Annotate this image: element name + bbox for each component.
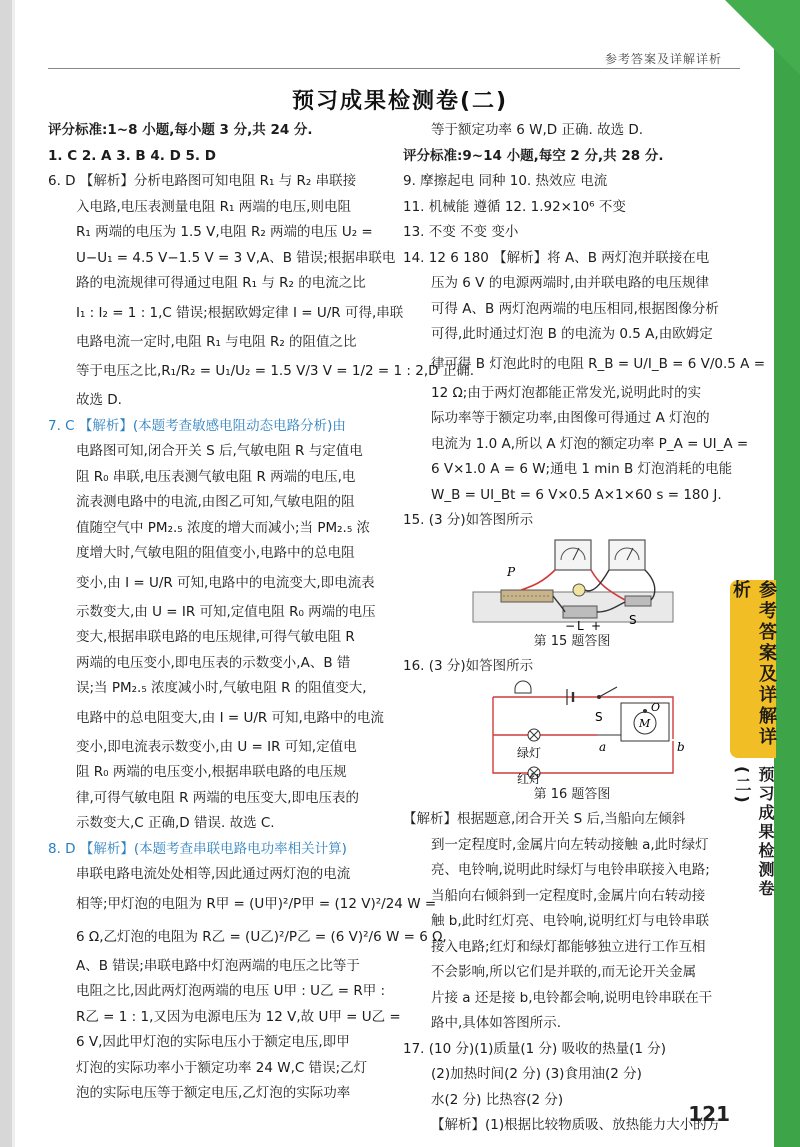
answer-7-line: 值随空气中 PM₂.₅ 浓度的增大而减小;当 PM₂.₅ 浓 [76, 519, 371, 536]
answer-8-line: 泡的实际电压等于额定电压,乙灯泡的实际功率 [76, 1085, 351, 1101]
answer-14-line: 际功率等于额定功率,由图像可得通过 A 灯泡的 [431, 410, 710, 426]
answer-16-line: 当船向右倾斜到一定程度时,金属片向右转动接 [431, 887, 706, 904]
answer-16-line: 【解析】根据题意,闭合开关 S 后,当船向左倾斜 [403, 811, 686, 827]
answer-7-line: 变小,即电流表示数变小,由 U = IR 可知,定值电 [76, 738, 357, 755]
label-p: P [507, 564, 516, 579]
side-tab-test-label: 预习成果检测卷(二) [733, 766, 775, 899]
answer-7-line: 度增大时,气敏电阻的阻值变小,电路中的总电阻 [76, 545, 355, 561]
label-green-lamp: 绿灯 [517, 746, 542, 760]
answer-6-line: 等于电压之比,R₁/R₂ = U₁/U₂ = 1.5 V/3 V = 1/2 = 1 : 2,D 正确. [76, 363, 475, 379]
label-s: S [595, 710, 603, 724]
answer-8-line: 电阻之比,因此两灯泡两端的电压 U甲 : U乙 = R甲 : [76, 983, 386, 999]
answer-7-line: 7. C 【解析】(本题考查敏感电阻动态电路分析)由 [48, 417, 346, 434]
answer-16-line: 触 b,此时红灯亮、电铃响,说明红灯与电铃串联 [431, 913, 709, 929]
answer-14-line: 可得 A、B 两灯泡两端的电压相同,根据图像分析 [431, 300, 719, 317]
side-tab-answers-label: 参考答案及详解详析 [730, 580, 777, 748]
answer-14-line: 可得,此时通过灯泡 B 的电流为 0.5 A,由欧姆定 [431, 326, 713, 342]
answer-17-line: 17. (10 分)(1)质量(1 分) 吸收的热量(1 分) [403, 1040, 667, 1057]
answer-7-line: 变大,根据串联电路的电压规律,可得气敏电阻 R [76, 629, 355, 645]
answer-7-line: 示数变大,C 正确,D 错误. 故选 C. [76, 815, 275, 831]
answer-6-line: 6. D 【解析】分析电路图可知电阻 R₁ 与 R₂ 串联接 [48, 173, 357, 189]
answer-17-line: 【解析】(1)根据比较物质吸、放热能力大小的方 [431, 1117, 721, 1133]
answer-14-line: 律可得 B 灯泡此时的电阻 R_B = U/I_B = 6 V/0.5 A = [431, 355, 765, 372]
answer-13: 13. 不变 不变 变小 [403, 224, 519, 240]
answer-6-line: U−U₁ = 4.5 V−1.5 V = 3 V,A、B 错误;根据串联电 [76, 249, 396, 266]
answer-15: 15. (3 分)如答图所示 [403, 512, 534, 528]
answer-8-line: 串联电路电流处处相等,因此通过两灯泡的电流 [76, 866, 351, 882]
answer-16-line: 接入电路;红灯和绿灯都能够独立进行工作互相 [431, 938, 706, 955]
label-b: b [677, 740, 685, 754]
answer-17-line: (2)加热时间(2 分) (3)食用油(2 分) [431, 1066, 642, 1082]
answer-17-line: 水(2 分) 比热容(2 分) [431, 1091, 564, 1108]
answer-16-line: 片接 a 还是接 b,电铃都会响,说明电铃串联在干 [431, 989, 713, 1006]
scoring-note-2: 评分标准:9~14 小题,每空 2 分,共 28 分. [403, 147, 664, 164]
switch-blade [599, 687, 617, 697]
answer-7-line: 两端的电压变小,即电压表的示数变小,A、B 错 [76, 654, 351, 671]
answer-14-line: 压为 6 V 的电源两端时,由并联电路的电压规律 [431, 275, 709, 291]
voltmeter-icon [555, 540, 591, 570]
answer-7-line: 变小,由 I = U/R 可知,电路中的电流变大,即电流表 [76, 574, 375, 591]
label-plus: + [591, 618, 602, 633]
answer-14-line: W_B = UI_Bt = 6 V×0.5 A×1×60 s = 180 J. [431, 486, 722, 503]
answer-16-line: 到一定程度时,金属片向左转动接触 a,此时绿灯 [431, 836, 709, 853]
answer-8-line: 6 Ω,乙灯泡的电阻为 R乙 = (U乙)²/P乙 = (6 V)²/6 W = 6 Ω, [76, 928, 447, 945]
answer-14-line: 12 Ω;由于两灯泡都能正常发光,说明此时的实 [431, 384, 702, 401]
answer-16: 16. (3 分)如答图所示 [403, 657, 534, 674]
answer-14-line: 6 V×1.0 A = 6 W;通电 1 min B 灯泡消耗的电能 [431, 461, 733, 477]
answers-11-12: 11. 机械能 遵循 12. 1.92×10⁶ 不变 [403, 198, 626, 215]
bulb-icon [573, 584, 585, 596]
answer-7-line: 律,可得气敏电阻 R 两端的电压变大,即电压表的 [76, 789, 360, 806]
answer-7-line: 电路中的总电阻变大,由 I = U/R 可知,电路中的电流 [76, 709, 384, 726]
answer-6-line: 故选 D. [76, 392, 122, 408]
label-a: a [599, 740, 607, 754]
figure-15-diagram [403, 534, 741, 633]
page-number: 121 [688, 1102, 730, 1126]
battery-icon [563, 606, 597, 618]
page-title: 预习成果检测卷(二) [291, 89, 509, 114]
label-red-lamp: 红灯 [517, 772, 542, 786]
answer-6-line: R₁ 两端的电压为 1.5 V,电阻 R₂ 两端的电压 U₂ = [76, 224, 373, 240]
right-green-band [774, 0, 800, 1147]
answers-1-5: 1. C 2. A 3. B 4. D 5. D [48, 147, 216, 164]
answer-8-line: 灯泡的实际功率小于额定功率 24 W,C 错误;乙灯 [76, 1059, 368, 1076]
answer-6-line: I₁ : I₂ = 1 : 1,C 错误;根据欧姆定律 I = U/R 可得,串联 [76, 304, 404, 321]
answer-6-line: 路的电流规律可得通过电阻 R₁ 与 R₂ 的电流之比 [76, 275, 366, 291]
bell-icon [515, 681, 531, 693]
header-rule [48, 68, 740, 69]
answer-8-line: 相等;甲灯泡的电阻为 R甲 = (U甲)²/P甲 = (12 V)²/24 W = [76, 895, 437, 912]
figure-16 [403, 679, 741, 786]
answer-8-end: 等于额定功率 6 W,D 正确. 故选 D. [431, 122, 644, 138]
answer-8-line: A、B 错误;串联电路中灯泡两端的电压之比等于 [76, 957, 360, 974]
figure-16-caption: 第 16 题答图 [533, 787, 611, 802]
answer-16-line: 路中,具体如答图所示. [431, 1015, 562, 1031]
header-reference: 参考答案及详解详析 [604, 52, 722, 66]
scoring-note-1: 评分标准:1~8 小题,每小题 3 分,共 24 分. [48, 122, 313, 138]
label-o: O [651, 701, 661, 714]
answer-8-line: 8. D 【解析】(本题考查串联电路电功率相关计算) [48, 840, 347, 857]
label-m: M [639, 717, 651, 730]
label-s: S [629, 612, 637, 627]
label-l: L [577, 618, 584, 633]
answer-7-line: 阻 R₀ 串联,电压表测气敏电阻 R 两端的电压,电 [76, 468, 356, 485]
answer-7-line: 示数变大,由 U = IR 可知,定值电阻 R₀ 两端的电压 [76, 603, 376, 620]
answer-8-line: 6 V,因此甲灯泡的实际电压小于额定电压,即甲 [76, 1034, 350, 1050]
answer-6-line: 入电路,电压表测量电阻 R₁ 两端的电压,则电阻 [76, 198, 351, 215]
answer-8-line: R乙 = 1 : 1,又因为电源电压为 12 V,故 U甲 = U乙 = [76, 1008, 401, 1025]
answer-7-line: 流表测电路中的电流,由图乙可知,气敏电阻的阻 [76, 494, 355, 510]
figure-16-diagram [403, 679, 741, 786]
corner-triangle [725, 0, 800, 75]
answer-14-line: 电流为 1.0 A,所以 A 灯泡的额定功率 P_A = UI_A = [431, 435, 749, 452]
switch-icon [625, 596, 651, 606]
answer-16-line: 亮、电铃响,说明此时绿灯与电铃串联接入电路; [431, 862, 710, 878]
wire-red [521, 570, 555, 590]
answer-7-line: 电路图可知,闭合开关 S 后,气敏电阻 R 与定值电 [76, 443, 363, 459]
pivot-node [643, 709, 647, 713]
ammeter-icon [609, 540, 645, 570]
answer-14-line: 14. 12 6 180 【解析】将 A、B 两灯泡并联接在电 [403, 249, 710, 266]
answer-7-line: 误;当 PM₂.₅ 浓度减小时,气敏电阻 R 的阻值变大, [76, 680, 367, 696]
label-minus: − [565, 618, 576, 633]
answers-9-10: 9. 摩擦起电 同种 10. 热效应 电流 [403, 173, 608, 189]
figure-15 [403, 534, 741, 633]
binding-strip [0, 0, 12, 1147]
answer-16-line: 不会影响,所以它们是并联的,而无论开关金属 [431, 964, 697, 980]
figure-15-caption: 第 15 题答图 [533, 633, 611, 649]
answer-7-line: 阻 R₀ 两端的电压变小,根据串联电路的电压规 [76, 764, 347, 780]
answer-6-line: 电路电流一定时,电阻 R₁ 与电阻 R₂ 的阻值之比 [76, 333, 357, 350]
